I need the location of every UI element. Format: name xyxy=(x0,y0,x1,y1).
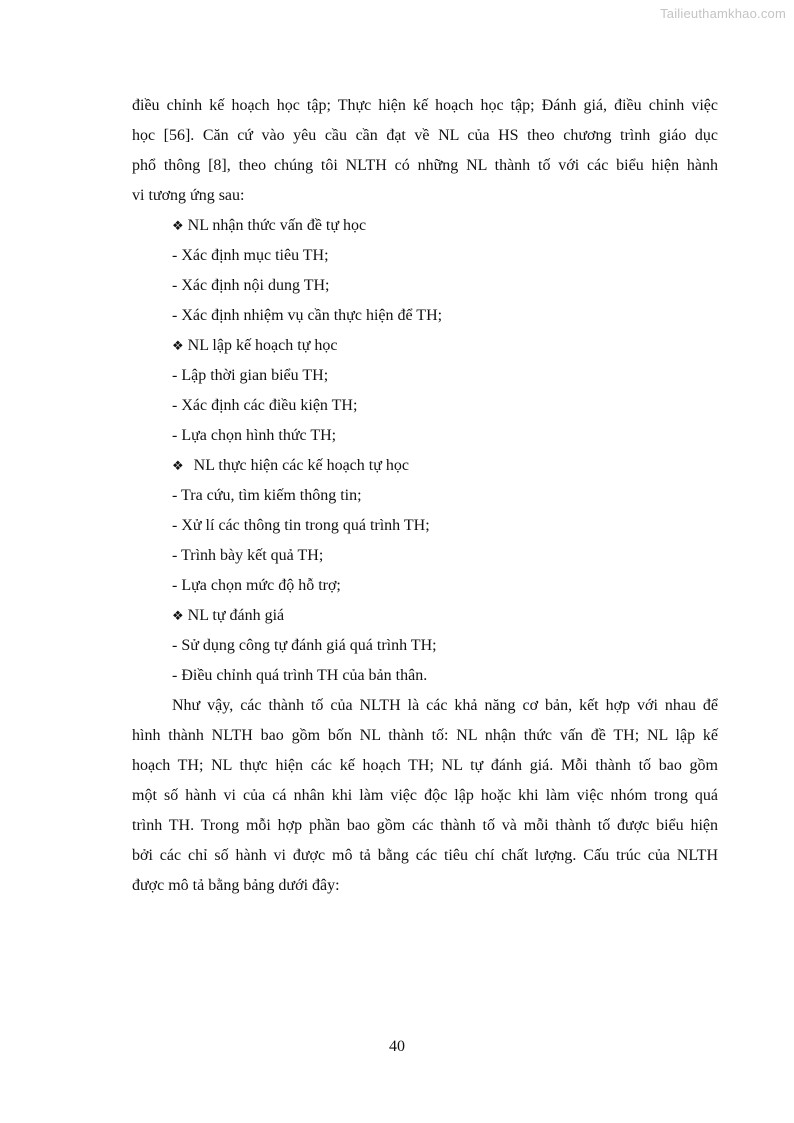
paragraph-line: một số hành vi của cá nhân khi làm việc độc lập hoặc khi làm việc nhóm trong quá xyxy=(132,787,718,804)
diamond-bullet-icon: ❖ xyxy=(172,459,184,474)
intro-paragraph xyxy=(132,91,718,211)
list-item: - Xử lí các thông tin trong quá trình TH; xyxy=(172,517,430,534)
paragraph-line: vi tương ứng sau: xyxy=(132,187,245,204)
list-heading xyxy=(132,451,718,481)
paragraph-line: hoạch TH; NL thực hiện các kế hoạch TH; NL tự đánh giá. Mỗi thành tố bao gồm xyxy=(132,757,718,774)
diamond-bullet-icon: ❖ xyxy=(172,339,184,354)
competency-list xyxy=(132,211,718,691)
list-item: - Trình bày kết quả TH; xyxy=(172,547,324,564)
heading-text: NL nhận thức vấn đề tự học xyxy=(187,217,367,234)
paragraph-line: bởi các chỉ số hành vi được mô tả bằng các tiêu chí chất lượng. Cấu trúc của NLTH xyxy=(132,847,718,864)
list-item: - Tra cứu, tìm kiếm thông tin; xyxy=(172,487,362,504)
heading-text: NL thực hiện các kế hoạch tự học xyxy=(193,457,409,474)
list-heading xyxy=(132,331,718,361)
paragraph-line: điều chỉnh kế hoạch học tập; Thực hiện kế hoạch học tập; Đánh giá, điều chỉnh việc xyxy=(132,97,718,114)
heading-text: NL lập kế hoạch tự học xyxy=(187,337,338,354)
list-item: - Xác định nội dung TH; xyxy=(172,277,330,294)
paragraph-line: hình thành NLTH bao gồm bốn NL thành tố: NL nhận thức vấn đề TH; NL lập kế xyxy=(132,727,718,744)
list-heading xyxy=(132,601,718,631)
list-item: - Sử dụng công tự đánh giá quá trình TH; xyxy=(172,637,437,654)
page-number: 40 xyxy=(389,1038,405,1055)
list-item: - Điều chỉnh quá trình TH của bản thân. xyxy=(172,667,428,684)
list-heading xyxy=(132,211,718,241)
paragraph-line: học [56]. Căn cứ vào yêu cầu cần đạt về NL của HS theo chương trình giáo dục xyxy=(132,127,718,144)
list-item: - Xác định các điều kiện TH; xyxy=(172,397,358,414)
heading-text: NL tự đánh giá xyxy=(187,607,285,624)
list-item: - Xác định nhiệm vụ cần thực hiện để TH; xyxy=(172,307,443,324)
conclusion-paragraph xyxy=(132,691,718,901)
list-item: - Lập thời gian biểu TH; xyxy=(172,367,329,384)
list-item: - Lựa chọn mức độ hỗ trợ; xyxy=(172,577,341,594)
document-body xyxy=(132,91,718,901)
watermark: Tailieuthamkhao.com xyxy=(660,6,786,21)
paragraph-line: phổ thông [8], theo chúng tôi NLTH có những NL thành tố với các biểu hiện hành xyxy=(132,157,718,174)
paragraph-line: trình TH. Trong mỗi hợp phần bao gồm các thành tố và mỗi thành tố được biểu hiện xyxy=(132,817,718,834)
list-item: - Lựa chọn hình thức TH; xyxy=(172,427,337,444)
list-item: - Xác định mục tiêu TH; xyxy=(172,247,329,264)
paragraph-line: được mô tả bằng bảng dưới đây: xyxy=(132,877,340,894)
diamond-bullet-icon: ❖ xyxy=(172,609,184,624)
paragraph-line: Như vậy, các thành tố của NLTH là các khả năng cơ bản, kết hợp với nhau để xyxy=(172,697,718,714)
diamond-bullet-icon: ❖ xyxy=(172,219,184,234)
